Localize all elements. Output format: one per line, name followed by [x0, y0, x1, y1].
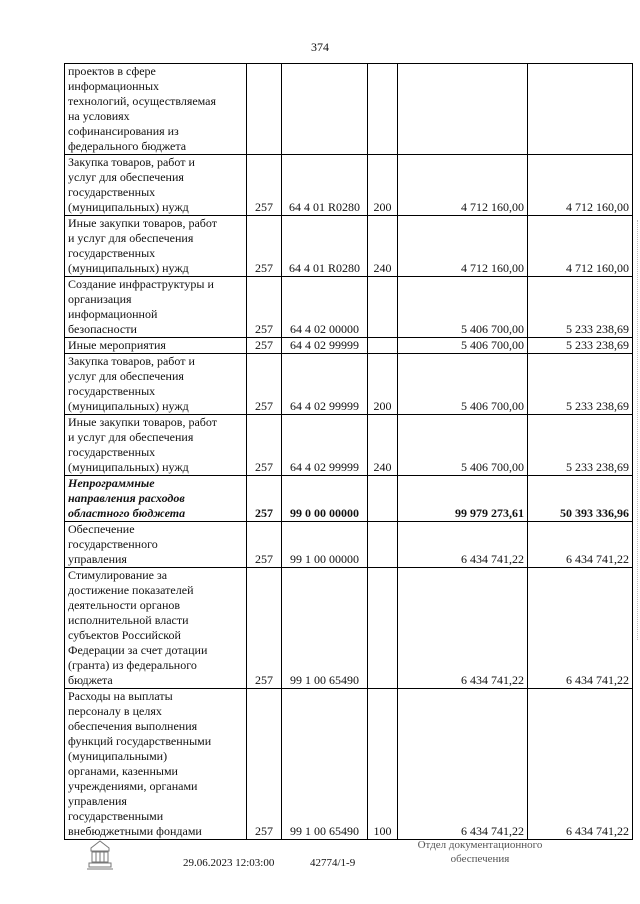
table-row [65, 354, 633, 415]
item-name-line: услуг для обеспечения [68, 369, 184, 383]
item-name-line: Создание инфраструктуры и [68, 277, 214, 291]
expense-type-cell: 100 [368, 689, 398, 840]
item-name-line: областного бюджета [68, 506, 186, 520]
expense-type-cell [368, 476, 398, 522]
item-name-line: информационных [68, 79, 160, 93]
table-row [65, 415, 633, 476]
code-cell: 257 [247, 689, 282, 840]
item-name-line: Закупка товаров, работ и [68, 354, 195, 368]
item-name-line: Непрограммные [68, 476, 155, 490]
classification-code-cell: 99 0 00 00000 [282, 476, 368, 522]
amount-executed-cell: 6 434 741,22 [528, 568, 633, 689]
code-cell: 257 [247, 338, 282, 354]
amount-planned-cell: 99 979 273,61 [398, 476, 528, 522]
amount-executed-cell: 5 233 238,69 [528, 415, 633, 476]
item-name-line: государственных [68, 246, 156, 260]
amount-executed-cell: 5 233 238,69 [528, 354, 633, 415]
item-name-line: направления расходов [68, 491, 185, 505]
item-name-line: персоналу в целях [68, 704, 162, 718]
item-name-line: (муниципальными) [68, 749, 168, 763]
page-number: 374 [311, 40, 329, 54]
amount-executed-cell: 50 393 336,96 [528, 476, 633, 522]
classification-code-cell: 64 4 01 R0280 [282, 155, 368, 216]
item-name-cell [65, 476, 247, 522]
item-name-line: организация [68, 292, 132, 306]
expense-type-cell [368, 277, 398, 338]
item-name-line: Стимулирование за [68, 568, 168, 582]
item-name-cell [65, 155, 247, 216]
code-cell: 257 [247, 155, 282, 216]
item-name-line: Обеспечение [68, 522, 135, 536]
expense-type-cell [368, 522, 398, 568]
item-name-line: деятельности органов [68, 598, 181, 612]
expense-type-cell [368, 568, 398, 689]
footer-doc-number: 42774/1-9 [310, 857, 356, 869]
item-name-line: функций государственными [68, 734, 212, 748]
item-name-line: субъектов Российской [68, 628, 181, 642]
amount-planned-cell: 5 406 700,00 [398, 354, 528, 415]
amount-planned-cell: 6 434 741,22 [398, 568, 528, 689]
item-name-cell [65, 216, 247, 277]
item-name-line: софинансирования из [68, 124, 179, 138]
item-name-line: услуг для обеспечения [68, 170, 184, 184]
item-name-line: Расходы на выплаты [68, 689, 173, 703]
item-name-line: (гранта) из федерального [68, 658, 197, 672]
stamp-line: Отдел документационного [417, 839, 543, 851]
classification-code-cell: 64 4 02 99999 [282, 415, 368, 476]
item-name-line: органами, казенными [68, 764, 178, 778]
classification-code-cell: 64 4 01 R0280 [282, 216, 368, 277]
item-name-cell [65, 568, 247, 689]
amount-planned-cell: 5 406 700,00 [398, 277, 528, 338]
code-cell: 257 [247, 354, 282, 415]
amount-executed-cell: 5 233 238,69 [528, 338, 633, 354]
expense-type-cell: 200 [368, 155, 398, 216]
department-stamp [400, 838, 560, 866]
item-name-line: технологий, осуществляемая [68, 94, 217, 108]
item-name-line: на условиях [68, 109, 130, 123]
item-name-line: и услуг для обеспечения [68, 231, 194, 245]
amount-executed-cell: 4 712 160,00 [528, 155, 633, 216]
table-row [65, 476, 633, 522]
amount-planned-cell: 4 712 160,00 [398, 155, 528, 216]
expense-type-cell: 240 [368, 216, 398, 277]
table-row [65, 277, 633, 338]
amount-planned-cell: 5 406 700,00 [398, 415, 528, 476]
item-name-line: проектов в сфере [68, 64, 156, 78]
stamp-line: обеспечения [450, 853, 510, 865]
item-name-cell [65, 354, 247, 415]
expense-type-cell [368, 338, 398, 354]
item-name-line: (муниципальных) нужд [68, 200, 189, 214]
item-name-line: Федерации за счет дотации [68, 643, 208, 657]
item-name-line: (муниципальных) нужд [68, 261, 189, 275]
item-name-line: государственных [68, 445, 156, 459]
item-name-line: Закупка товаров, работ и [68, 155, 195, 169]
item-name-line: государственными [68, 809, 164, 823]
scan-edge-mark [635, 220, 638, 640]
item-name-line: государственного [68, 537, 158, 551]
item-name-cell [65, 522, 247, 568]
item-name-line: внебюджетными фондами [68, 824, 202, 838]
item-name-line: государственных [68, 185, 156, 199]
table-row [65, 155, 633, 216]
code-cell: 257 [247, 476, 282, 522]
footer-datetime: 29.06.2023 12:03:00 [183, 857, 275, 869]
item-name-line: управления [68, 794, 127, 808]
classification-code-cell: 64 4 02 99999 [282, 354, 368, 415]
amount-executed-cell: 6 434 741,22 [528, 522, 633, 568]
item-name-line: исполнительной власти [68, 613, 189, 627]
expense-type-cell [368, 64, 398, 155]
item-name-cell [65, 689, 247, 840]
budget-table-body [65, 64, 633, 840]
table-row [65, 216, 633, 277]
amount-planned-cell: 5 406 700,00 [398, 338, 528, 354]
item-name-cell [65, 415, 247, 476]
code-cell: 257 [247, 415, 282, 476]
classification-code-cell: 99 1 00 00000 [282, 522, 368, 568]
amount-executed-cell: 5 233 238,69 [528, 277, 633, 338]
table-row [65, 689, 633, 840]
item-name-line: Иные закупки товаров, работ [68, 216, 217, 230]
amount-planned-cell: 6 434 741,22 [398, 689, 528, 840]
table-row [65, 522, 633, 568]
item-name-line: безопасности [68, 322, 137, 336]
amount-executed-cell [528, 64, 633, 155]
item-name-line: управления [68, 552, 127, 566]
code-cell [247, 64, 282, 155]
amount-planned-cell [398, 64, 528, 155]
item-name-cell [65, 277, 247, 338]
item-name-line: и услуг для обеспечения [68, 430, 194, 444]
item-name-line: бюджета [68, 673, 113, 687]
item-name-line: (муниципальных) нужд [68, 460, 189, 474]
item-name-line: федерального бюджета [68, 139, 187, 153]
item-name-line: учреждениями, органами [68, 779, 198, 793]
amount-planned-cell: 4 712 160,00 [398, 216, 528, 277]
budget-table [64, 63, 633, 840]
code-cell: 257 [247, 216, 282, 277]
item-name-cell [65, 338, 247, 354]
classification-code-cell [282, 64, 368, 155]
footer [0, 838, 640, 904]
item-name-line: обеспечения выполнения [68, 719, 198, 733]
expense-type-cell: 240 [368, 415, 398, 476]
item-name-line: Иные закупки товаров, работ [68, 415, 217, 429]
table-row [65, 338, 633, 354]
item-name-line: Иные мероприятия [68, 338, 166, 352]
classification-code-cell: 64 4 02 99999 [282, 338, 368, 354]
item-name-cell [65, 64, 247, 155]
item-name-line: информационной [68, 307, 158, 321]
item-name-line: государственных [68, 384, 156, 398]
table-row [65, 64, 633, 155]
item-name-line: (муниципальных) нужд [68, 399, 189, 413]
item-name-line: достижение показателей [68, 583, 194, 597]
code-cell: 257 [247, 277, 282, 338]
amount-executed-cell: 4 712 160,00 [528, 216, 633, 277]
expense-type-cell: 200 [368, 354, 398, 415]
classification-code-cell: 99 1 00 65490 [282, 568, 368, 689]
amount-executed-cell: 6 434 741,22 [528, 689, 633, 840]
amount-planned-cell: 6 434 741,22 [398, 522, 528, 568]
classification-code-cell: 99 1 00 65490 [282, 689, 368, 840]
emblem-icon [82, 838, 118, 874]
code-cell: 257 [247, 522, 282, 568]
table-row [65, 568, 633, 689]
classification-code-cell: 64 4 02 00000 [282, 277, 368, 338]
code-cell: 257 [247, 568, 282, 689]
